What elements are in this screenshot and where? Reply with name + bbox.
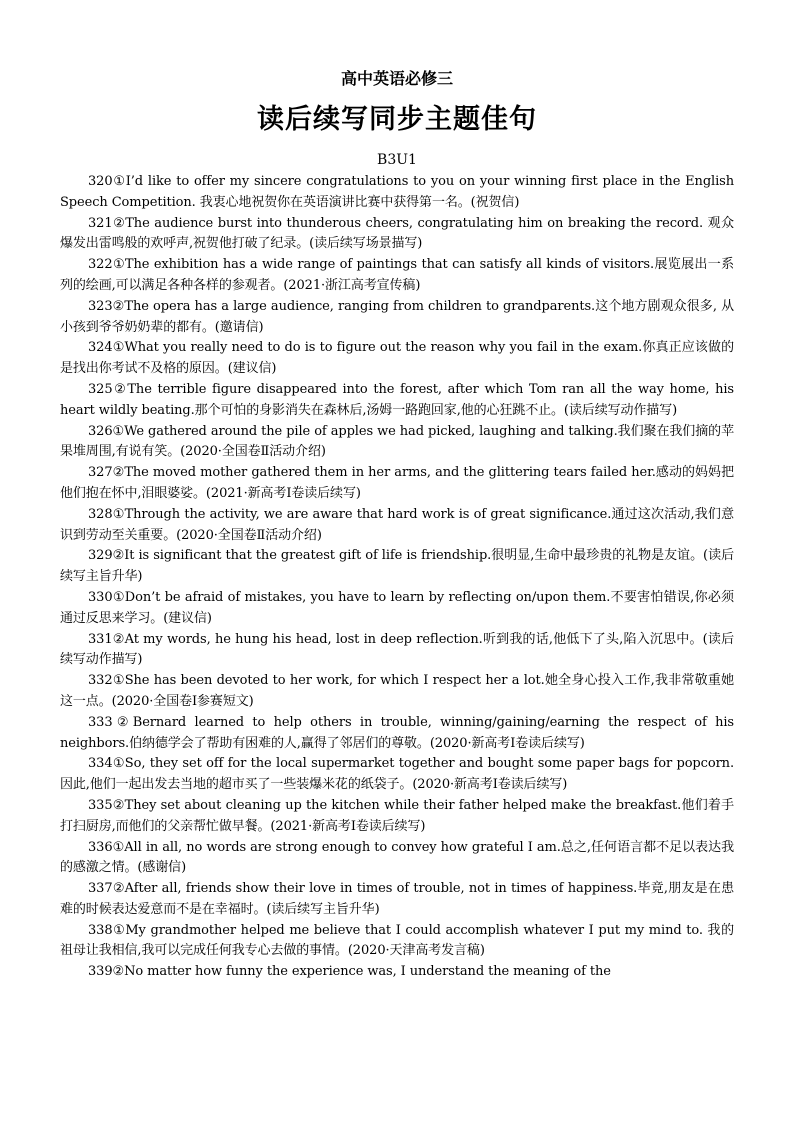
sentence-entry-329 — [60, 546, 734, 588]
sentence-entry-330 — [60, 588, 734, 630]
sentence-entry-338 — [60, 921, 734, 963]
sentence-entry-339 — [60, 962, 734, 983]
sentence-text: 336①All in all, no words are strong enough to convey how grateful I am.总之,任何语言都不足以表达我的感激之情。(感谢信) — [60, 839, 734, 876]
sentence-text: 332①She has been devoted to her work, for which I respect her a lot.她全身心投入工作,我非常敬重她这一点。(2020·全国卷Ⅰ参赛短文) — [60, 673, 734, 709]
sentence-text: 323②The opera has a large audience, ranging from children to grandparents.这个地方剧观众很多, 从小孩到爷爷奶奶辈的都有。(邀请信) — [60, 298, 734, 335]
sentence-text: 337②After all, friends show their love in times of trouble, not in times of happiness.毕竟,朋友是在患难的时候表达爱意而不是在幸福时。(读后续写主旨升华) — [60, 881, 734, 917]
sentence-text: 320①I’d like to offer my sincere congratulations to you on your winning first place in the English Speech Competition. 我衷心地祝贺你在英语演讲比赛中获得第一名。(祝贺信) — [60, 174, 734, 210]
subject-heading: 高中英语必修三 — [340, 69, 453, 88]
sentence-text: 328①Through the activity, we are aware that hard work is of great significance.通过这次活动,我们意识到劳动至关重要。(2020·全国卷Ⅱ活动介绍) — [60, 506, 734, 543]
sentence-text: 331②At my words, he hung his head, lost in deep reflection.听到我的话,他低下了头,陷入沉思中。(读后续写动作描写) — [60, 631, 734, 668]
sentence-entry-325 — [60, 380, 734, 422]
sentence-entry-328 — [60, 505, 734, 547]
sentence-entry-321 — [60, 214, 734, 256]
sentence-entry-332 — [60, 671, 734, 713]
sentence-text: 330①Don’t be afraid of mistakes, you have to learn by reflecting on/upon them.不要害怕错误,你必须通过反思来学习。(建议信) — [60, 589, 734, 626]
unit-label: B3U1 — [377, 152, 417, 168]
sentence-text: 321②The audience burst into thunderous cheers, congratulating him on breaking the record. 观众爆发出雷鸣般的欢呼声,祝贺他打破了纪录。(读后续写场景描写) — [60, 215, 734, 252]
sentence-entry-333 — [60, 713, 734, 755]
sentence-entry-324 — [60, 338, 734, 380]
sentence-entry-336 — [60, 838, 734, 880]
sentence-text: 334①So, they set off for the local supermarket together and bought some paper bags for popcorn.因此,他们一起出发去当地的超市买了一些装爆米花的纸袋子。(2020·新高考Ⅰ卷读后续写) — [60, 756, 734, 793]
sentence-entry-331 — [60, 630, 734, 672]
sentence-text: 329②It is significant that the greatest gift of life is friendship.很明显,生命中最珍贵的礼物是友谊。(读后续写主旨升华) — [60, 548, 734, 585]
sentence-text: 339②No matter how funny the experience was, I understand the meaning of the — [88, 964, 611, 980]
sentence-entry-320 — [60, 172, 734, 214]
sentence-entry-322 — [60, 255, 734, 297]
sentence-text: 322①The exhibition has a wide range of paintings that can satisfy all kinds of visitors.展览展出一系列的绘画,可以满足各种各样的参观者。(2021·浙江高考宣传稿) — [60, 257, 734, 293]
sentence-entry-334 — [60, 754, 734, 796]
sentence-text: 326①We gathered around the pile of apples we had picked, laughing and talking.我们聚在我们摘的苹果堆周围,有说有笑。(2020·全国卷Ⅱ活动介绍) — [60, 423, 734, 460]
sentence-text: 324①What you really need to do is to figure out the reason why you fail in the exam.你真正应该做的是找出你考试不及格的原因。(建议信) — [60, 340, 734, 377]
sentence-entry-327 — [60, 463, 734, 505]
sentence-entry-335 — [60, 796, 734, 838]
sentence-list — [60, 172, 734, 983]
sentence-text: 335②They set about cleaning up the kitchen while their father helped make the breakfast.他们着手打扫厨房,而他们的父亲帮忙做早餐。(2021·新高考Ⅰ卷读后续写) — [60, 797, 734, 834]
sentence-entry-337 — [60, 879, 734, 921]
sentence-text: 338①My grandmother helped me believe that I could accomplish whatever I put my mind to. 我的祖母让我相信,我可以完成任何我专心去做的事情。(2020·天津高考发言稿) — [60, 922, 734, 959]
sentence-text: 325②The terrible figure disappeared into the forest, after which Tom ran all the way home, his heart wildly beating.那个可怕的身影消失在森林后,汤姆一路跑回家,他的心狂跳不止。(读后续写动作描写) — [60, 381, 734, 418]
sentence-entry-323 — [60, 297, 734, 339]
sentence-text: 333②Bernard learned to help others in trouble, winning/gaining/earning the respect of his neighbors.伯纳德学会了帮助有困难的人,赢得了邻居们的尊敬。(2020·新高考Ⅰ卷读后续写) — [60, 714, 734, 751]
sentence-text: 327②The moved mother gathered them in her arms, and the glittering tears failed her.感动的妈妈把他们抱在怀中,泪眼婆娑。(2021·新高考Ⅰ卷读后续写) — [60, 465, 734, 501]
page-title: 读后续写同步主题佳句 — [257, 104, 537, 135]
sentence-entry-326 — [60, 422, 734, 464]
